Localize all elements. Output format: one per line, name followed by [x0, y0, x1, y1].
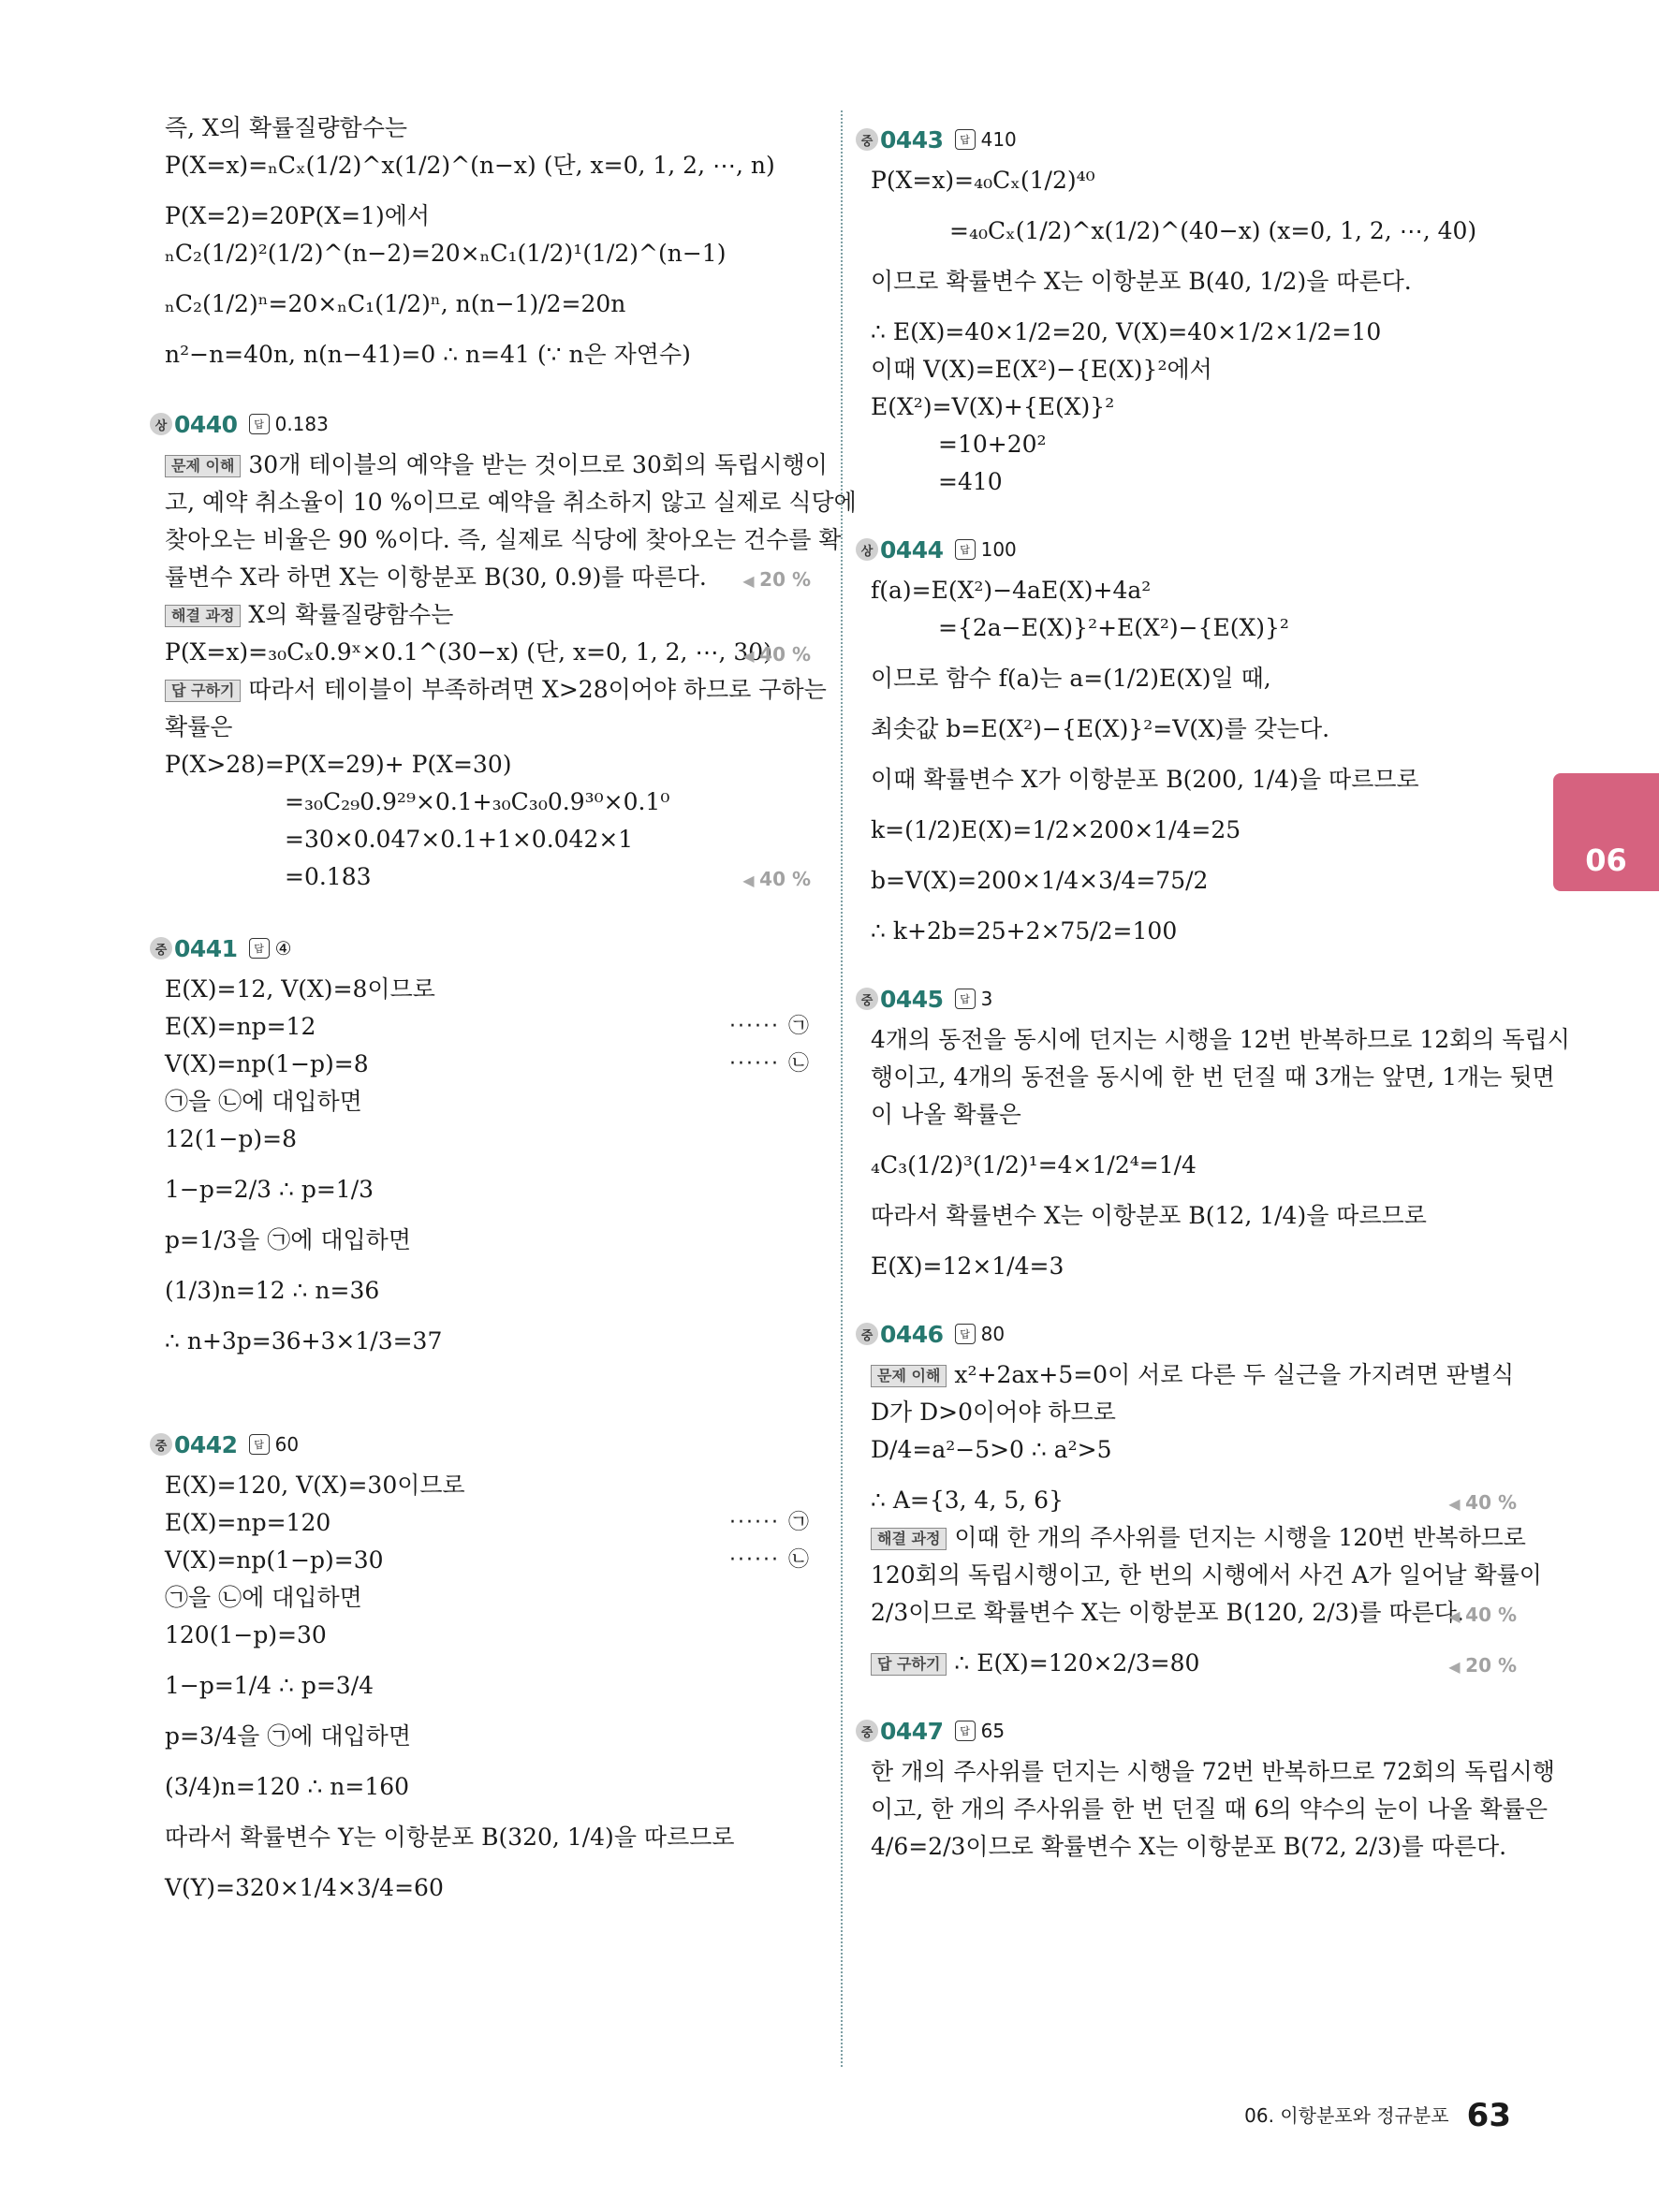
- score-percent: ◀ 20 %: [742, 565, 811, 595]
- intro-section: [165, 114, 811, 369]
- solution-line: =30×0.047×0.1+1×0.042×1: [285, 826, 634, 853]
- answer-value: 410: [980, 128, 1017, 151]
- line-text: P(X=x)=₃₀Cₓ0.9ˣ×0.1^(30−x) (단, x=0, 1, 2, ⋯, 30): [165, 638, 772, 666]
- problem-0445: [860, 983, 1570, 1281]
- solution-line: 따라서 확률변수 Y는 이항분포 B(320, 1/4)을 따르므로: [165, 1824, 735, 1851]
- line-text: 30개 테이블의 예약을 받는 것이므로 30회의 독립시행이: [248, 451, 828, 478]
- page-number: 63: [1466, 2097, 1511, 2134]
- solution-line: 고, 예약 취소율이 10 %이므로 예약을 취소하지 않고 실제로 식당에: [165, 489, 857, 516]
- solution-line: =10+20²: [938, 431, 1047, 458]
- solution-line: [871, 1361, 1517, 1389]
- solution-line: [165, 676, 827, 704]
- problem-header: [150, 1428, 811, 1460]
- level-badge: 중: [856, 988, 878, 1010]
- level-badge: 중: [150, 937, 172, 960]
- problem-number: 0440: [174, 410, 238, 438]
- line-text: ∴ A={3, 4, 5, 6}: [871, 1487, 1064, 1514]
- solution-line: 이 나올 확률은: [871, 1101, 1021, 1128]
- level-badge: 중: [856, 128, 878, 151]
- solution-line: [165, 1546, 811, 1575]
- problem-0446: [860, 1318, 1542, 1677]
- solution-line: b=V(X)=200×1/4×3/4=75/2: [871, 867, 1209, 894]
- step-tag: 문제 이해: [871, 1365, 947, 1387]
- problem-0443: [860, 124, 1517, 496]
- solution-line: 한 개의 주사위를 던지는 시행을 72번 반복하므로 72회의 독립시행: [871, 1758, 1555, 1785]
- page-footer: [1244, 2097, 1511, 2134]
- problem-number: 0442: [174, 1430, 238, 1458]
- solution-line: f(a)=E(X²)−4aE(X)+4a²: [871, 577, 1152, 604]
- solution-line: [871, 1599, 1517, 1627]
- line: ₙC₂(1/2)²(1/2)^(n−2)=20×ₙC₁(1/2)¹(1/2)^(n−1): [165, 240, 727, 267]
- score-percent: ◀ 40 %: [742, 640, 811, 670]
- line: 즉, X의 확률질량함수는: [165, 114, 407, 141]
- answer-icon: 답: [955, 1721, 976, 1741]
- problem-number: 0447: [880, 1717, 944, 1745]
- chapter-tab: [1553, 773, 1659, 891]
- step-tag: 문제 이해: [165, 455, 241, 477]
- line-text: =0.183: [285, 863, 372, 890]
- line-text: ∴ E(X)=120×2/3=80: [954, 1649, 1200, 1677]
- problem-header: [856, 1318, 1517, 1350]
- solution-line: =₃₀C₂₉0.9²⁹×0.1+₃₀C₃₀0.9³⁰×0.1⁰: [285, 788, 670, 815]
- line-text: 따라서 테이블이 부족하려면 X>28이어야 하므로 구하는: [248, 676, 827, 703]
- solution-line: ₄C₃(1/2)³(1/2)¹=4×1/2⁴=1/4: [871, 1151, 1197, 1179]
- solution-line: 120회의 독립시행이고, 한 번의 시행에서 사건 A가 일어날 확률이: [871, 1561, 1542, 1589]
- line: P(X=x)=ₙCₓ(1/2)^x(1/2)^(n−x) (단, x=0, 1, 2, ⋯, n): [165, 152, 775, 179]
- answer-value: 0.183: [274, 413, 329, 435]
- solution-line: (1/3)n=12 ∴ n=36: [165, 1277, 380, 1304]
- level-badge: 중: [150, 1433, 172, 1456]
- solution-line: [165, 1509, 811, 1537]
- solution-line: 이때 V(X)=E(X²)−{E(X)}²에서: [871, 356, 1212, 383]
- solution-line: [165, 1050, 811, 1078]
- line: n²−n=40n, n(n−41)=0 ∴ n=41 (∵ n은 자연수): [165, 341, 691, 368]
- problem-number: 0445: [880, 985, 944, 1013]
- line-text: V(X)=np(1−p)=30: [165, 1546, 384, 1574]
- score-percent: ◀ 20 %: [1448, 1651, 1517, 1681]
- solution-line: ∴ E(X)=40×1/2=20, V(X)=40×1/2×1/2=10: [871, 318, 1382, 345]
- solution-line: k=(1/2)E(X)=1/2×200×1/4=25: [871, 816, 1241, 843]
- answer-icon: 답: [955, 129, 976, 150]
- solution-line: [165, 1013, 811, 1041]
- solution-line: [871, 1487, 1517, 1515]
- solution-line: 행이고, 4개의 동전을 동시에 한 번 던질 때 3개는 앞면, 1개는 뒷면: [871, 1063, 1555, 1091]
- answer-value: 3: [980, 988, 993, 1010]
- level-badge: 중: [856, 1323, 878, 1345]
- problem-0440: [154, 408, 857, 891]
- solution-line: [871, 1524, 1526, 1552]
- problem-number: 0446: [880, 1320, 944, 1348]
- solution-line: 이므로 함수 f(a)는 a=(1/2)E(X)일 때,: [871, 665, 1271, 692]
- solution-line: p=3/4을 ㉠에 대입하면: [165, 1722, 411, 1750]
- line-text: E(X)=np=120: [165, 1509, 331, 1536]
- problem-header: [150, 932, 811, 964]
- line-text: E(X)=np=12: [165, 1013, 316, 1040]
- problem-header: [856, 1715, 1517, 1747]
- solution-line: D가 D>0이어야 하므로: [871, 1399, 1116, 1426]
- answer-icon: 답: [955, 539, 976, 560]
- answer-icon: 답: [249, 1434, 270, 1455]
- score-percent: ◀ 40 %: [1448, 1601, 1517, 1631]
- solution-line: ∴ n+3p=36+3×1/3=37: [165, 1327, 443, 1355]
- equation-marker: ······ ㉡: [729, 1052, 811, 1076]
- solution-line: [165, 863, 811, 891]
- solution-line: (3/4)n=120 ∴ n=160: [165, 1773, 410, 1800]
- equation-marker: ······ ㉠: [729, 1511, 811, 1534]
- solution-line: [165, 638, 811, 667]
- answer-icon: 답: [249, 938, 270, 959]
- solution-line: [165, 564, 811, 592]
- solution-line: E(X)=120, V(X)=30이므로: [165, 1472, 465, 1499]
- problem-0441: [154, 932, 811, 1355]
- problem-0447: [860, 1715, 1555, 1861]
- answer-value: 100: [980, 538, 1017, 561]
- column-divider: [841, 110, 843, 2067]
- step-tag: 답 구하기: [165, 680, 241, 702]
- solution-line: [871, 1649, 1517, 1677]
- solution-line: =₄₀Cₓ(1/2)^x(1/2)^(40−x) (x=0, 1, 2, ⋯, 40): [949, 217, 1477, 244]
- problem-0442: [154, 1428, 811, 1902]
- score-percent: ◀ 40 %: [742, 865, 811, 895]
- answer-value: 80: [980, 1323, 1006, 1345]
- problem-0444: [860, 534, 1517, 945]
- step-tag: 답 구하기: [871, 1653, 947, 1676]
- problem-header: [856, 534, 1517, 565]
- problem-header: [150, 408, 811, 440]
- level-badge: 상: [150, 413, 172, 435]
- solution-line: =410: [938, 468, 1003, 495]
- answer-value: ④: [274, 937, 292, 960]
- solution-line: 따라서 확률변수 X는 이항분포 B(12, 1/4)을 따르므로: [871, 1202, 1427, 1229]
- problem-header: [856, 124, 1517, 155]
- solution-line: 12(1−p)=8: [165, 1125, 298, 1152]
- line-text: X의 확률질량함수는: [248, 601, 454, 628]
- solution-line: 최솟값 b=E(X²)−{E(X)}²=V(X)를 갖는다.: [871, 715, 1330, 742]
- solution-line: [165, 451, 828, 479]
- chapter-title: 06. 이항분포와 정규분포: [1244, 2104, 1449, 2127]
- chapter-tab-label: 06: [1585, 842, 1627, 878]
- solution-line: [165, 601, 811, 629]
- problem-number: 0441: [174, 934, 238, 962]
- line-text: 이때 한 개의 주사위를 던지는 시행을 120번 반복하므로: [954, 1524, 1526, 1551]
- problem-number: 0443: [880, 125, 944, 154]
- solution-line: E(X)=12, V(X)=8이므로: [165, 975, 435, 1003]
- problem-number: 0444: [880, 535, 944, 564]
- solution-line: 이고, 한 개의 주사위를 한 번 던질 때 6의 약수의 눈이 나올 확률은: [871, 1795, 1548, 1823]
- solution-line: E(X²)=V(X)+{E(X)}²: [871, 393, 1115, 420]
- solution-line: 찾아오는 비율은 90 %이다. 즉, 실제로 식당에 찾아오는 건수를 확: [165, 526, 842, 553]
- answer-icon: 답: [955, 989, 976, 1009]
- solution-line: P(X=x)=₄₀Cₓ(1/2)⁴⁰: [871, 167, 1095, 194]
- line: P(X=2)=20P(X=1)에서: [165, 202, 431, 229]
- line-text: V(X)=np(1−p)=8: [165, 1050, 369, 1077]
- answer-icon: 답: [249, 414, 270, 434]
- solution-line: 120(1−p)=30: [165, 1621, 327, 1648]
- answer-icon: 답: [955, 1324, 976, 1344]
- solution-line: 4/6=2/3이므로 확률변수 X는 이항분포 B(72, 2/3)를 따른다.: [871, 1833, 1507, 1860]
- level-badge: 상: [856, 538, 878, 561]
- left-column: [154, 114, 857, 1940]
- solution-line: ={2a−E(X)}²+E(X²)−{E(X)}²: [938, 614, 1289, 641]
- level-badge: 중: [856, 1720, 878, 1742]
- right-column: [860, 124, 1570, 1898]
- solution-line: P(X>28)=P(X=29)+ P(X=30): [165, 751, 512, 778]
- equation-marker: ······ ㉡: [729, 1548, 811, 1572]
- step-tag: 해결 과정: [871, 1528, 947, 1550]
- solution-line: ∴ k+2b=25+2×75/2=100: [871, 917, 1178, 945]
- solution-line: 이므로 확률변수 X는 이항분포 B(40, 1/2)을 따른다.: [871, 268, 1412, 295]
- solution-line: 확률은: [165, 713, 233, 740]
- solution-line: 1−p=2/3 ∴ p=1/3: [165, 1176, 374, 1203]
- solution-line: 4개의 동전을 동시에 던지는 시행을 12번 반복하므로 12회의 독립시: [871, 1026, 1570, 1053]
- score-percent: ◀ 40 %: [1448, 1488, 1517, 1518]
- solution-line: D/4=a²−5>0 ∴ a²>5: [871, 1436, 1112, 1463]
- solution-line: 1−p=1/4 ∴ p=3/4: [165, 1672, 374, 1699]
- line-text: 률변수 X라 하면 X는 이항분포 B(30, 0.9)를 따른다.: [165, 564, 707, 591]
- problem-header: [856, 983, 1517, 1015]
- answer-value: 65: [980, 1720, 1006, 1742]
- solution-line: E(X)=12×1/4=3: [871, 1252, 1064, 1280]
- solution-line: ㉠을 ㉡에 대입하면: [165, 1584, 362, 1611]
- line-text: 2/3이므로 확률변수 X는 이항분포 B(120, 2/3)를 따른다.: [871, 1599, 1464, 1626]
- equation-marker: ······ ㉠: [729, 1015, 811, 1038]
- solution-line: ㉠을 ㉡에 대입하면: [165, 1088, 362, 1115]
- solution-line: V(Y)=320×1/4×3/4=60: [165, 1874, 444, 1901]
- answer-value: 60: [274, 1433, 300, 1456]
- solution-line: p=1/3을 ㉠에 대입하면: [165, 1226, 411, 1253]
- step-tag: 해결 과정: [165, 605, 241, 627]
- line-text: x²+2ax+5=0이 서로 다른 두 실근을 가지려면 판별식: [954, 1361, 1515, 1388]
- line: ₙC₂(1/2)ⁿ=20×ₙC₁(1/2)ⁿ, n(n−1)/2=20n: [165, 290, 626, 317]
- solution-line: 이때 확률변수 X가 이항분포 B(200, 1/4)을 따르므로: [871, 766, 1419, 793]
